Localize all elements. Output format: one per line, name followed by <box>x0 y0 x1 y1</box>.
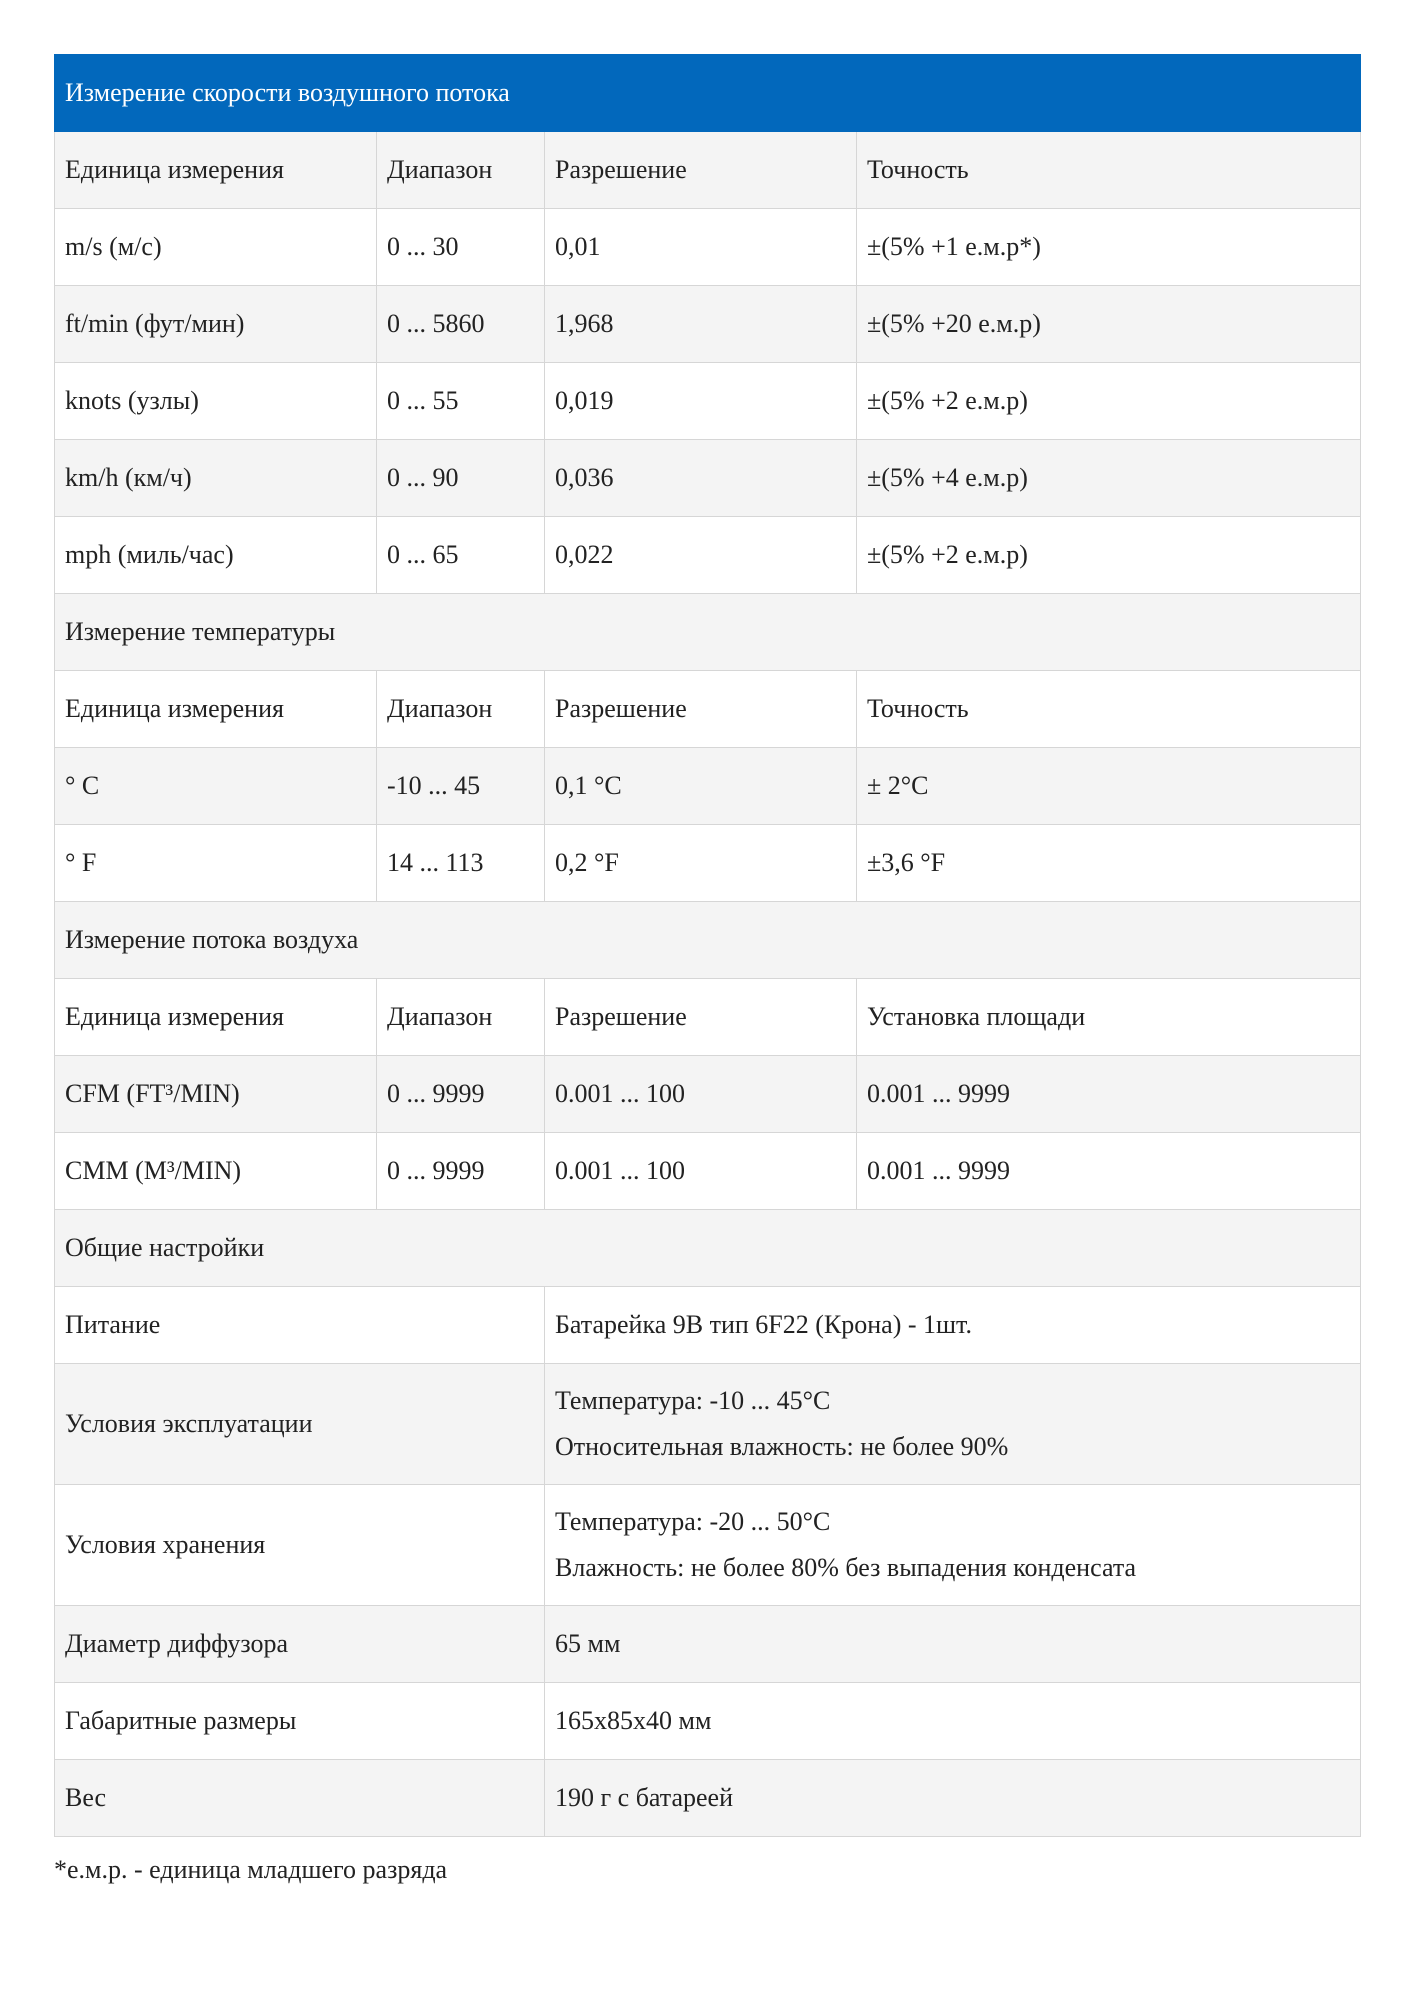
cell-resolution: 0.001 ... 100 <box>545 1056 857 1133</box>
operating-conditions-label: Условия эксплуатации <box>55 1364 545 1485</box>
cell-range: 0 ... 55 <box>377 363 545 440</box>
cell-range: 14 ... 113 <box>377 825 545 902</box>
weight-label: Вес <box>55 1760 545 1837</box>
cell-range: 0 ... 30 <box>377 209 545 286</box>
header-row <box>55 132 1361 209</box>
cell-unit: CMM (M³/MIN) <box>55 1133 377 1210</box>
header-unit: Единица измерения <box>55 979 377 1056</box>
table-row <box>55 286 1361 363</box>
spec-sheet <box>54 54 1360 1885</box>
cell-range: 0 ... 9999 <box>377 1133 545 1210</box>
cell-unit: km/h (км/ч) <box>55 440 377 517</box>
header-unit: Единица измерения <box>55 671 377 748</box>
storage-humidity: Влажность: не более 80% без выпадения конденсата <box>555 1553 1137 1582</box>
specifications-table <box>54 54 1361 1837</box>
cell-resolution: 0,022 <box>545 517 857 594</box>
cell-unit: ft/min (фут/мин) <box>55 286 377 363</box>
header-accuracy: Точность <box>857 671 1361 748</box>
dimensions-value: 165х85х40 мм <box>545 1683 1361 1760</box>
section-title-airflow: Измерение потока воздуха <box>55 902 1361 979</box>
section-title-row <box>55 594 1361 671</box>
header-resolution: Разрешение <box>545 671 857 748</box>
table-row <box>55 1056 1361 1133</box>
table-row <box>55 748 1361 825</box>
cell-range: 0 ... 90 <box>377 440 545 517</box>
header-row <box>55 671 1361 748</box>
header-range: Диапазон <box>377 132 545 209</box>
table-row <box>55 825 1361 902</box>
cell-unit: ° F <box>55 825 377 902</box>
header-row <box>55 979 1361 1056</box>
footnote: *е.м.р. - единица младшего разряда <box>54 1855 448 1884</box>
storage-conditions-label: Условия хранения <box>55 1485 545 1606</box>
section-title-row <box>55 55 1361 132</box>
header-range: Диапазон <box>377 671 545 748</box>
header-resolution: Разрешение <box>545 979 857 1056</box>
section-title-row <box>55 1210 1361 1287</box>
table-row <box>55 1364 1361 1485</box>
cell-range: 0 ... 9999 <box>377 1056 545 1133</box>
table-row <box>55 1606 1361 1683</box>
cell-unit: m/s (м/с) <box>55 209 377 286</box>
weight-value: 190 г с батареей <box>545 1760 1361 1837</box>
table-row <box>55 363 1361 440</box>
section-title-general: Общие настройки <box>55 1210 1361 1287</box>
cell-accuracy: ±(5% +20 е.м.р) <box>857 286 1361 363</box>
power-value: Батарейка 9В тип 6F22 (Крона) - 1шт. <box>545 1287 1361 1364</box>
cell-resolution: 1,968 <box>545 286 857 363</box>
header-accuracy: Точность <box>857 132 1361 209</box>
header-area-setting: Установка площади <box>857 979 1361 1056</box>
cell-accuracy: ±(5% +2 е.м.р) <box>857 363 1361 440</box>
section-title-row <box>55 902 1361 979</box>
cell-range: 0 ... 65 <box>377 517 545 594</box>
cell-resolution: 0,036 <box>545 440 857 517</box>
header-range: Диапазон <box>377 979 545 1056</box>
cell-resolution: 0.001 ... 100 <box>545 1133 857 1210</box>
table-row <box>55 1287 1361 1364</box>
dimensions-label: Габаритные размеры <box>55 1683 545 1760</box>
cell-unit: ° C <box>55 748 377 825</box>
cell-resolution: 0,019 <box>545 363 857 440</box>
cell-accuracy: ±(5% +2 е.м.р) <box>857 517 1361 594</box>
table-row <box>55 1760 1361 1837</box>
operating-temperature: Температура: -10 ... 45°C <box>555 1386 831 1415</box>
cell-area-setting: 0.001 ... 9999 <box>857 1056 1361 1133</box>
table-row <box>55 517 1361 594</box>
cell-range: -10 ... 45 <box>377 748 545 825</box>
table-row <box>55 1683 1361 1760</box>
storage-conditions-value <box>545 1485 1361 1606</box>
power-label: Питание <box>55 1287 545 1364</box>
section-title-temperature: Измерение температуры <box>55 594 1361 671</box>
cell-unit: knots (узлы) <box>55 363 377 440</box>
diffuser-diameter-label: Диаметр диффузора <box>55 1606 545 1683</box>
table-row <box>55 1485 1361 1606</box>
storage-temperature: Температура: -20 ... 50°C <box>555 1507 831 1536</box>
diffuser-diameter-value: 65 мм <box>545 1606 1361 1683</box>
cell-resolution: 0,1 °C <box>545 748 857 825</box>
table-row <box>55 440 1361 517</box>
cell-accuracy: ±3,6 °F <box>857 825 1361 902</box>
cell-unit: CFM (FT³/MIN) <box>55 1056 377 1133</box>
operating-conditions-value <box>545 1364 1361 1485</box>
cell-area-setting: 0.001 ... 9999 <box>857 1133 1361 1210</box>
cell-range: 0 ... 5860 <box>377 286 545 363</box>
cell-accuracy: ±(5% +1 е.м.р*) <box>857 209 1361 286</box>
cell-accuracy: ±(5% +4 е.м.р) <box>857 440 1361 517</box>
header-resolution: Разрешение <box>545 132 857 209</box>
table-row <box>55 1133 1361 1210</box>
header-unit: Единица измерения <box>55 132 377 209</box>
table-row <box>55 209 1361 286</box>
operating-humidity: Относительная влажность: не более 90% <box>555 1432 1009 1461</box>
cell-resolution: 0,01 <box>545 209 857 286</box>
section-title-airspeed: Измерение скорости воздушного потока <box>55 55 1361 132</box>
cell-accuracy: ± 2°C <box>857 748 1361 825</box>
cell-unit: mph (миль/час) <box>55 517 377 594</box>
cell-resolution: 0,2 °F <box>545 825 857 902</box>
